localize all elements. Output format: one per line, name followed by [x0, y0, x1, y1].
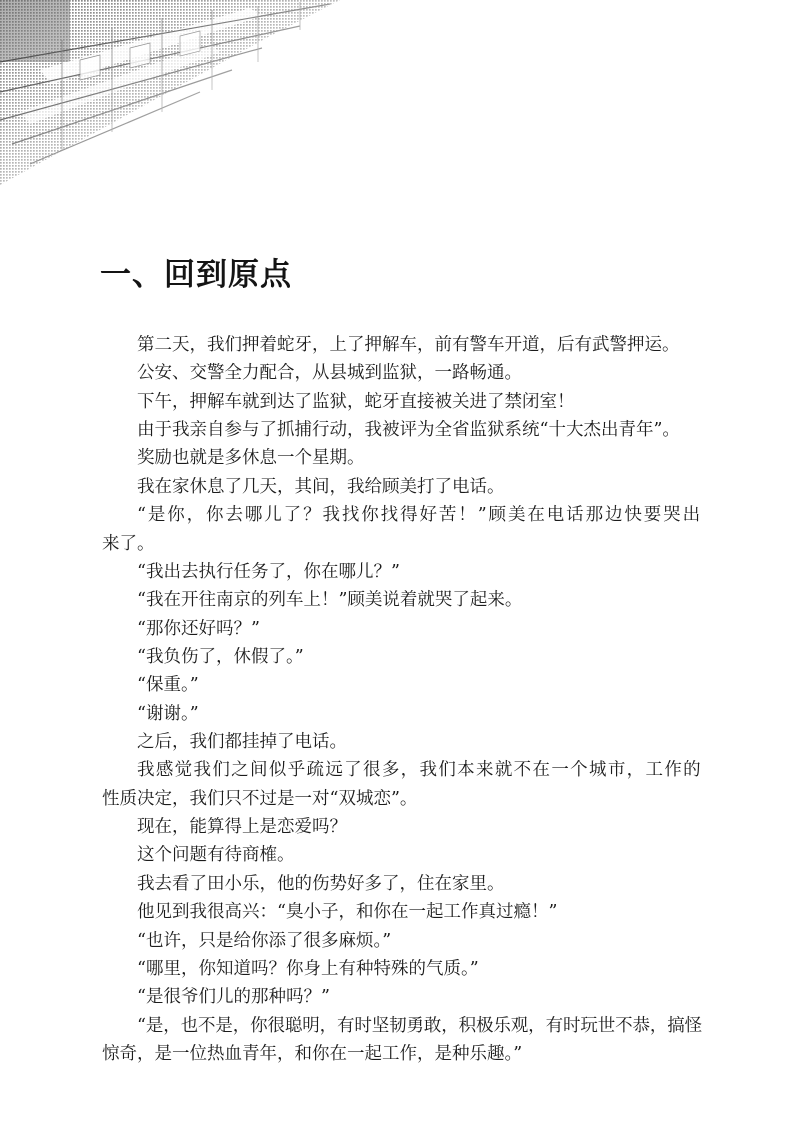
paragraph-line: 现在，能算得上是恋爱吗？: [137, 817, 347, 838]
paragraph-line: “那你还好吗？”: [137, 618, 260, 639]
paragraph: [102, 501, 702, 558]
paragraph-line: 下午，押解车就到达了监狱，蛇牙直接被关进了禁闭室！: [137, 391, 575, 412]
paragraph-line: “是很爷们儿的那种吗？”: [137, 987, 330, 1008]
paragraph: [102, 331, 702, 359]
halftone-building-sketch: [0, 0, 340, 185]
paragraph: [102, 359, 702, 387]
paragraph: [102, 643, 702, 671]
paragraph-line: 奖励也就是多休息一个星期。: [137, 448, 365, 469]
paragraph: [102, 388, 702, 416]
paragraph-line: “保重。”: [137, 675, 199, 696]
paragraph-line: “也许，只是给你添了很多麻烦。”: [137, 930, 392, 951]
paragraph-line: “是，也不是，你很聪明，有时坚韧勇敢，积极乐观，有时玩世不恭，搞怪: [137, 1015, 702, 1036]
paragraph-line: 之后，我们都挂掉了电话。: [137, 732, 347, 753]
paragraph: [102, 955, 702, 983]
paragraph: [102, 870, 702, 898]
paragraph-line: 我感觉我们之间似乎疏远了很多，我们本来就不在一个城市，工作的: [137, 760, 702, 781]
paragraph: [102, 813, 702, 841]
paragraph-line: “我出去执行任务了，你在哪儿？”: [137, 561, 400, 582]
paragraph-line: “哪里，你知道吗？你身上有种特殊的气质。”: [137, 958, 479, 979]
paragraph: [102, 416, 702, 444]
paragraph-line: 由于我亲自参与了抓捕行动，我被评为全省监狱系统“十大杰出青年”。: [137, 420, 680, 441]
chapter-body: [102, 331, 702, 1068]
paragraph: [102, 558, 702, 586]
paragraph: [102, 444, 702, 472]
paragraph: [102, 983, 702, 1011]
paragraph-line: “是你，你去哪儿了？我找你找得好苦！”顾美在电话那边快要哭出: [137, 505, 702, 526]
paragraph-line: 惊奇，是一位热血青年，和你在一起工作，是种乐趣。”: [102, 1043, 523, 1064]
paragraph: [102, 586, 702, 614]
paragraph: [102, 473, 702, 501]
paragraph-line: 这个问题有待商榷。: [137, 845, 295, 866]
paragraph: [102, 927, 702, 955]
paragraph: [102, 615, 702, 643]
paragraph: [102, 898, 702, 926]
paragraph-line: 我在家休息了几天，其间，我给顾美打了电话。: [137, 476, 505, 497]
paragraph-line: 第二天，我们押着蛇牙，上了押解车，前有警车开道，后有武警押运。: [137, 335, 680, 355]
paragraph-line: 公安、交警全力配合，从县城到监狱，一路畅通。: [137, 363, 522, 384]
paragraph: [102, 756, 702, 813]
chapter-header-illustration: [0, 0, 340, 190]
paragraph: [102, 728, 702, 756]
paragraph-line: 来了。: [102, 533, 155, 554]
paragraph-line: “谢谢。”: [137, 703, 199, 724]
paragraph: [102, 1012, 702, 1069]
chapter-title: 一、回到原点: [100, 257, 292, 293]
paragraph: [102, 841, 702, 869]
paragraph-line: 性质决定，我们只不过是一对“双城恋”。: [102, 788, 418, 809]
paragraph: [102, 700, 702, 728]
paragraph-line: “我负伤了，休假了。”: [137, 646, 304, 667]
paragraph-line: 我去看了田小乐，他的伤势好多了，住在家里。: [137, 873, 505, 894]
paragraph-line: “我在开往南京的列车上！”顾美说着就哭了起来。: [137, 590, 523, 611]
paragraph-line: 他见到我很高兴：“臭小子，和你在一起工作真过瘾！”: [137, 902, 558, 923]
paragraph: [102, 671, 702, 699]
